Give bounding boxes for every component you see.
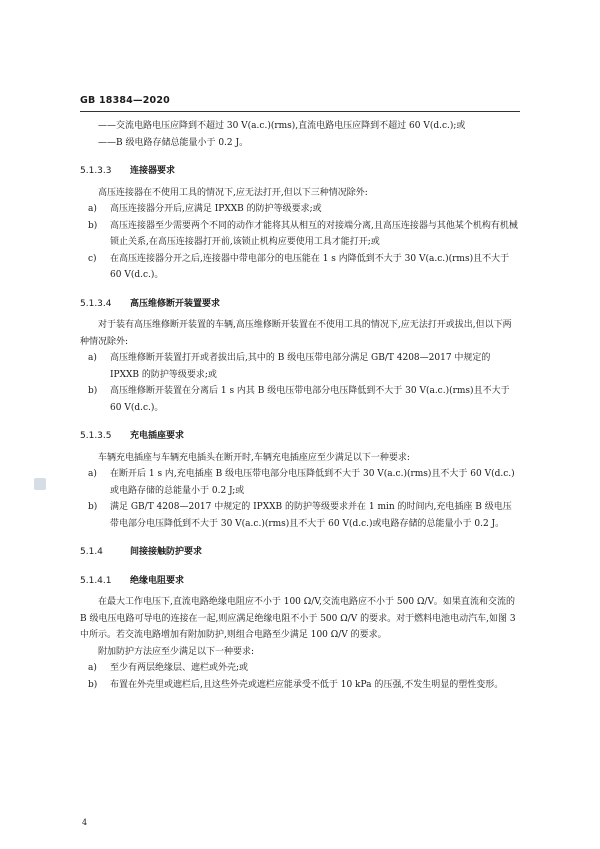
list-marker: c) [88,253,97,264]
list-text: 高压连接器至少需要两个不同的动作才能将其从相互的对接端分离,且高压连接器与其他某个机构有机械锁止关系,在高压连接器打开前,该锁止机构应要使用工具才能打开;或 [110,220,518,247]
list-marker: b) [88,502,98,512]
paragraph: 附加防护方法应至少满足以下一种要求: [98,646,255,657]
section-title: 连接器要求 [130,166,176,176]
list-item [80,466,520,499]
section-title: 间接接触防护要求 [130,547,203,557]
list-marker: b) [88,220,98,231]
paragraph: 车辆充电插座与车辆充电插头在断开时,车辆充电插座应至少满足以下一种要求: [98,452,410,463]
list-text: 至少有两层绝缘层、遮栏或外壳;或 [110,663,249,673]
list-text: 高压维修断开装置打开或者拔出后,其中的 B 级电压带电部分满足 GB/T 4208—2017 中规定的 IPXXB 的防护等级要求;或 [110,353,491,380]
section-heading-5141 [80,573,520,590]
document-body [80,118,520,693]
list-text: 在高压连接器分开之后,连接器中带电部分的电压能在 1 s 内降低到不大于 30 V(a.c.)(rms)且不大于 60 V(d.c.)。 [110,253,510,280]
list-item [80,350,520,383]
standard-code-header: GB 18384—2020 [80,95,170,106]
list-text: 高压连接器分开后,应满足 IPXXB 的防护等级要求;或 [110,204,322,214]
list-marker: a) [88,353,97,363]
section-number: 5.1.4 [80,547,103,557]
list-item [80,677,520,694]
list-marker: a) [88,663,97,673]
section-number: 5.1.3.4 [80,298,112,309]
section-heading-5135 [80,428,520,445]
list-text: 布置在外壳里或遮栏后,且这些外壳或遮栏应能承受不低于 10 kPa 的压强,不发生明显的塑性变形。 [110,679,504,690]
list-marker: b) [88,386,98,396]
list-item [80,499,520,532]
section-heading-5133 [80,163,520,180]
section-title: 高压维修断开装置要求 [130,298,221,309]
section-number: 5.1.3.3 [80,166,112,176]
section-heading-514 [80,544,520,561]
list-marker: a) [88,204,97,214]
section-number: 5.1.3.5 [80,431,112,441]
paragraph: 对于装有高压维修断开装置的车辆,高压维修断开装置在不使用工具的情况下,应无法打开或拔出,但以下两种情况除外: [80,320,512,347]
list-marker: a) [88,469,97,479]
list-item [80,383,520,416]
paragraph: 高压连接器在不使用工具的情况下,应无法打开,但以下三种情况除外: [98,187,368,198]
section-heading-5134 [80,296,520,313]
list-text: 高压维修断开装置在分离后 1 s 内其 B 级电压带电部分电压降低到不大于 30 V(a.c.)(rms)且不大于 60 V(d.c.)。 [110,386,510,413]
header-divider [80,111,520,112]
dash-item-energy: ——B 级电路存储总能量小于 0.2 J。 [98,137,249,148]
list-text: 满足 GB/T 4208—2017 中规定的 IPXXB 的防护等级要求并在 1 min 的时间内,充电插座 B 级电压带电部分电压降低到不大于 30 V(a.c.)(rms)且不大于 60 V(d.c.)或电路存储的总能量小于 0.2 J。 [110,502,512,529]
page-side-tab-icon [34,478,46,490]
paragraph: 在最大工作电压下,直流电路绝缘电阻应不小于 100 Ω/V,交流电路应不小于 500 Ω/V。如果直流和交流的 B 级电压电路可导电的连接在一起,则应满足绝缘电阻不小于 500 Ω/V 的要求。对于燃料电池电动汽车,如图 3 中所示。若交流电路增加有附加防护,则组合电路至少满足 100 Ω/V 的要求。 [80,597,516,640]
list-text: 在断开后 1 s 内,充电插座 B 级电压带电部分电压降低到不大于 30 V(a.c.)(rms)且不大于 60 V(d.c.)或电路存储的总能量小于 0.2 J;或 [110,469,515,496]
section-title: 充电插座要求 [130,431,185,441]
list-item [80,251,520,284]
page-number: 4 [82,818,88,827]
list-item [80,218,520,251]
section-number: 5.1.4.1 [80,575,112,586]
list-marker: b) [88,679,98,690]
list-item [80,201,520,218]
section-title: 绝缘电阻要求 [130,575,185,586]
list-item [80,660,520,677]
dash-item-voltage: ——交流电路电压应降到不超过 30 V(a.c.)(rms),直流电路电压应降到不超过 60 V(d.c.);或 [98,121,466,131]
